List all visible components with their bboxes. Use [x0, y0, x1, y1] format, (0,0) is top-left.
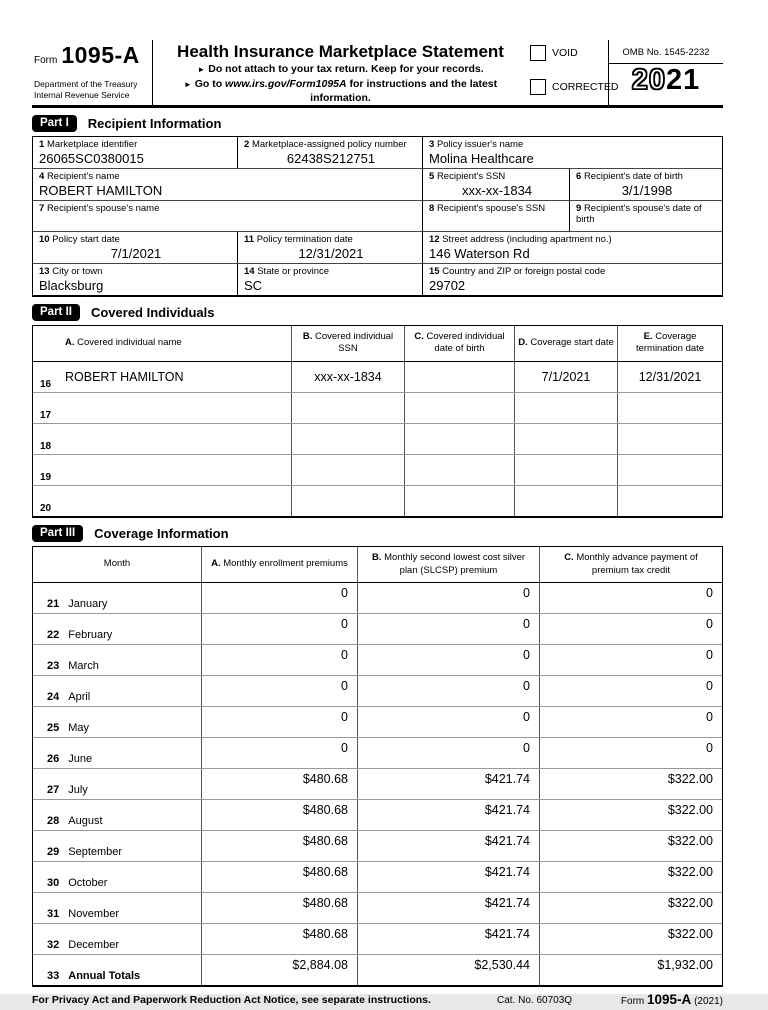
form-header: [32, 40, 723, 108]
omb-number: OMB No. 1545-2232: [609, 40, 723, 64]
field-recipient-ssn: 5 Recipient's SSN xxx-xx-1834: [422, 169, 569, 200]
field-recipient-name: 4 Recipient's name ROBERT HAMILTON: [33, 169, 422, 200]
field-state: 14 State or province SC: [237, 264, 422, 295]
void-label: VOID: [552, 47, 578, 59]
field-marketplace-identifier: 1 Marketplace identifier 26065SC0380015: [33, 137, 237, 168]
coverage-end: 12/31/2021: [638, 369, 702, 384]
table-header-row: [33, 547, 722, 584]
form-instructions: ► Do not attach to your tax return. Keep for your records. ► Go to www.irs.gov/Form1095A for instructions and the latest information.: [183, 63, 498, 105]
part3-badge: Part III: [32, 525, 83, 542]
field-spouse-ssn: 8 Recipient's spouse's SSN: [422, 201, 569, 231]
form-id-block: [32, 40, 152, 105]
column-header-month: Month: [103, 558, 131, 570]
agency-name: Department of the Treasury Internal Revenue Service: [34, 78, 138, 100]
covered-ssn: xxx-xx-1834: [314, 369, 382, 384]
field-recipient-dob: 6 Recipient's date of birth 3/1/1998: [569, 169, 722, 200]
field-value: ROBERT HAMILTON: [39, 183, 163, 198]
status-checkboxes: [524, 40, 619, 105]
field-policy-termination-date: 11 Policy termination date 12/31/2021: [237, 232, 422, 263]
void-checkbox[interactable]: [530, 45, 546, 61]
field-street-address: 12 Street address (including apartment no.) 146 Waterson Rd: [422, 232, 722, 263]
field-value: 62438S212751: [286, 151, 376, 166]
row-number: 18: [40, 440, 52, 452]
field-zip: 15 Country and ZIP or foreign postal code 29702: [422, 264, 722, 295]
form-title: Health Insurance Marketplace Statement: [177, 42, 504, 61]
month-row-april: 24 April 0 0 0: [33, 675, 722, 706]
part2-title: Covered Individuals: [90, 305, 215, 320]
covered-individual-row: [33, 454, 722, 485]
part2-badge: Part II: [32, 304, 80, 321]
month-row-february: 22 February 0 0 0: [33, 613, 722, 644]
month-row-march: 23 March 0 0 0: [33, 644, 722, 675]
field-value: SC: [244, 278, 263, 293]
field-spouse-name: 7 Recipient's spouse's name: [39, 203, 160, 214]
table-row: [33, 168, 722, 200]
annual-totals-row: 33 Annual Totals $2,884.08 $2,530.44 $1,932.00: [33, 954, 722, 985]
column-header-start: D. Coverage start date: [514, 326, 617, 361]
covered-individual-row: [33, 485, 722, 516]
column-header-ssn: B. Covered individual SSN: [291, 326, 404, 361]
field-value: 146 Waterson Rd: [429, 246, 530, 261]
omb-year-block: [608, 40, 723, 105]
column-header-premiums: A. Monthly enrollment premiums: [201, 547, 357, 583]
field-policy-issuer: 3 Policy issuer's name Molina Healthcare: [422, 137, 722, 168]
field-value: 26065SC0380015: [39, 151, 144, 166]
covered-name: ROBERT HAMILTON: [65, 369, 184, 384]
corrected-label: CORRECTED: [552, 81, 619, 93]
covered-individual-row: [33, 423, 722, 454]
form-year: 2021: [631, 64, 701, 96]
month-row-august: 28 August $480.68 $421.74 $322.00: [33, 799, 722, 830]
table-row: [33, 200, 722, 231]
coverage-information-table: [32, 546, 723, 988]
part3-title: Coverage Information: [94, 525, 229, 541]
field-value: 29702: [429, 278, 466, 293]
field-spouse-dob: 9 Recipient's spouse's date of birth: [569, 201, 722, 231]
column-header-end: E. Coverage termination date: [617, 326, 722, 361]
part2-heading: [32, 304, 723, 321]
form-footer: [32, 992, 723, 1010]
month-row-june: 26 June 0 0 0: [33, 737, 722, 768]
arrow-icon: ►: [183, 79, 192, 89]
part1-badge: Part I: [32, 115, 77, 132]
covered-individuals-table: [32, 325, 723, 518]
form-title-block: [152, 40, 524, 105]
row-number: 19: [40, 471, 52, 483]
table-header-row: [33, 326, 722, 362]
field-value: Molina Healthcare: [429, 151, 534, 166]
row-number: 16: [40, 378, 52, 390]
month-row-september: 29 September $480.68 $421.74 $322.00: [33, 830, 722, 861]
field-city: 13 City or town Blacksburg: [33, 264, 237, 295]
field-value: 12/31/2021: [298, 246, 364, 261]
table-row: [33, 137, 722, 168]
month-row-december: 32 December $480.68 $421.74 $322.00: [33, 923, 722, 954]
month-row-may: 25 May 0 0 0: [33, 706, 722, 737]
corrected-checkbox[interactable]: [530, 79, 546, 95]
covered-individual-row: [33, 392, 722, 423]
row-number: 17: [40, 409, 52, 421]
month-row-october: 30 October $480.68 $421.74 $322.00: [33, 861, 722, 892]
form-word: Form: [34, 55, 58, 66]
recipient-information-table: [32, 136, 723, 297]
table-row: [33, 231, 722, 263]
arrow-icon: ►: [197, 65, 206, 74]
catalog-number: Cat. No. 60703Q: [497, 995, 573, 1007]
privacy-notice: For Privacy Act and Paperwork Reduction Act Notice, see separate instructions.: [32, 994, 431, 1007]
column-header-slcsp: B. Monthly second lowest cost silver plan (SLCSP) premium: [357, 547, 539, 583]
table-row: [33, 263, 722, 295]
field-policy-number: 2 Marketplace-assigned policy number 62438S212751: [237, 137, 422, 168]
field-policy-start-date: 10 Policy start date 7/1/2021: [33, 232, 237, 263]
part3-heading: [32, 525, 723, 542]
covered-individual-row: [33, 362, 722, 392]
month-row-january: 21 January 0 0 0: [33, 583, 722, 613]
column-header-dob: C. Covered individual date of birth: [404, 326, 514, 361]
part1-title: Recipient Information: [87, 116, 222, 131]
coverage-start: 7/1/2021: [541, 369, 591, 384]
field-value: Blacksburg: [39, 278, 104, 293]
field-value: xxx-xx-1834: [461, 183, 533, 198]
month-row-november: 31 November $480.68 $421.74 $322.00: [33, 892, 722, 923]
part1-heading: [32, 115, 723, 132]
footer-form-id: Form 1095-A (2021): [620, 992, 723, 1008]
month-row-july: 27 July $480.68 $421.74 $322.00: [33, 768, 722, 799]
column-header-name: A. Covered individual name: [65, 337, 182, 349]
column-header-aptc: C. Monthly advance payment of premium tax credit: [539, 547, 722, 583]
field-value: 7/1/2021: [110, 246, 162, 261]
row-number: 20: [40, 502, 52, 514]
field-value: 3/1/1998: [621, 183, 673, 198]
form-number: 1095-A: [61, 42, 140, 68]
